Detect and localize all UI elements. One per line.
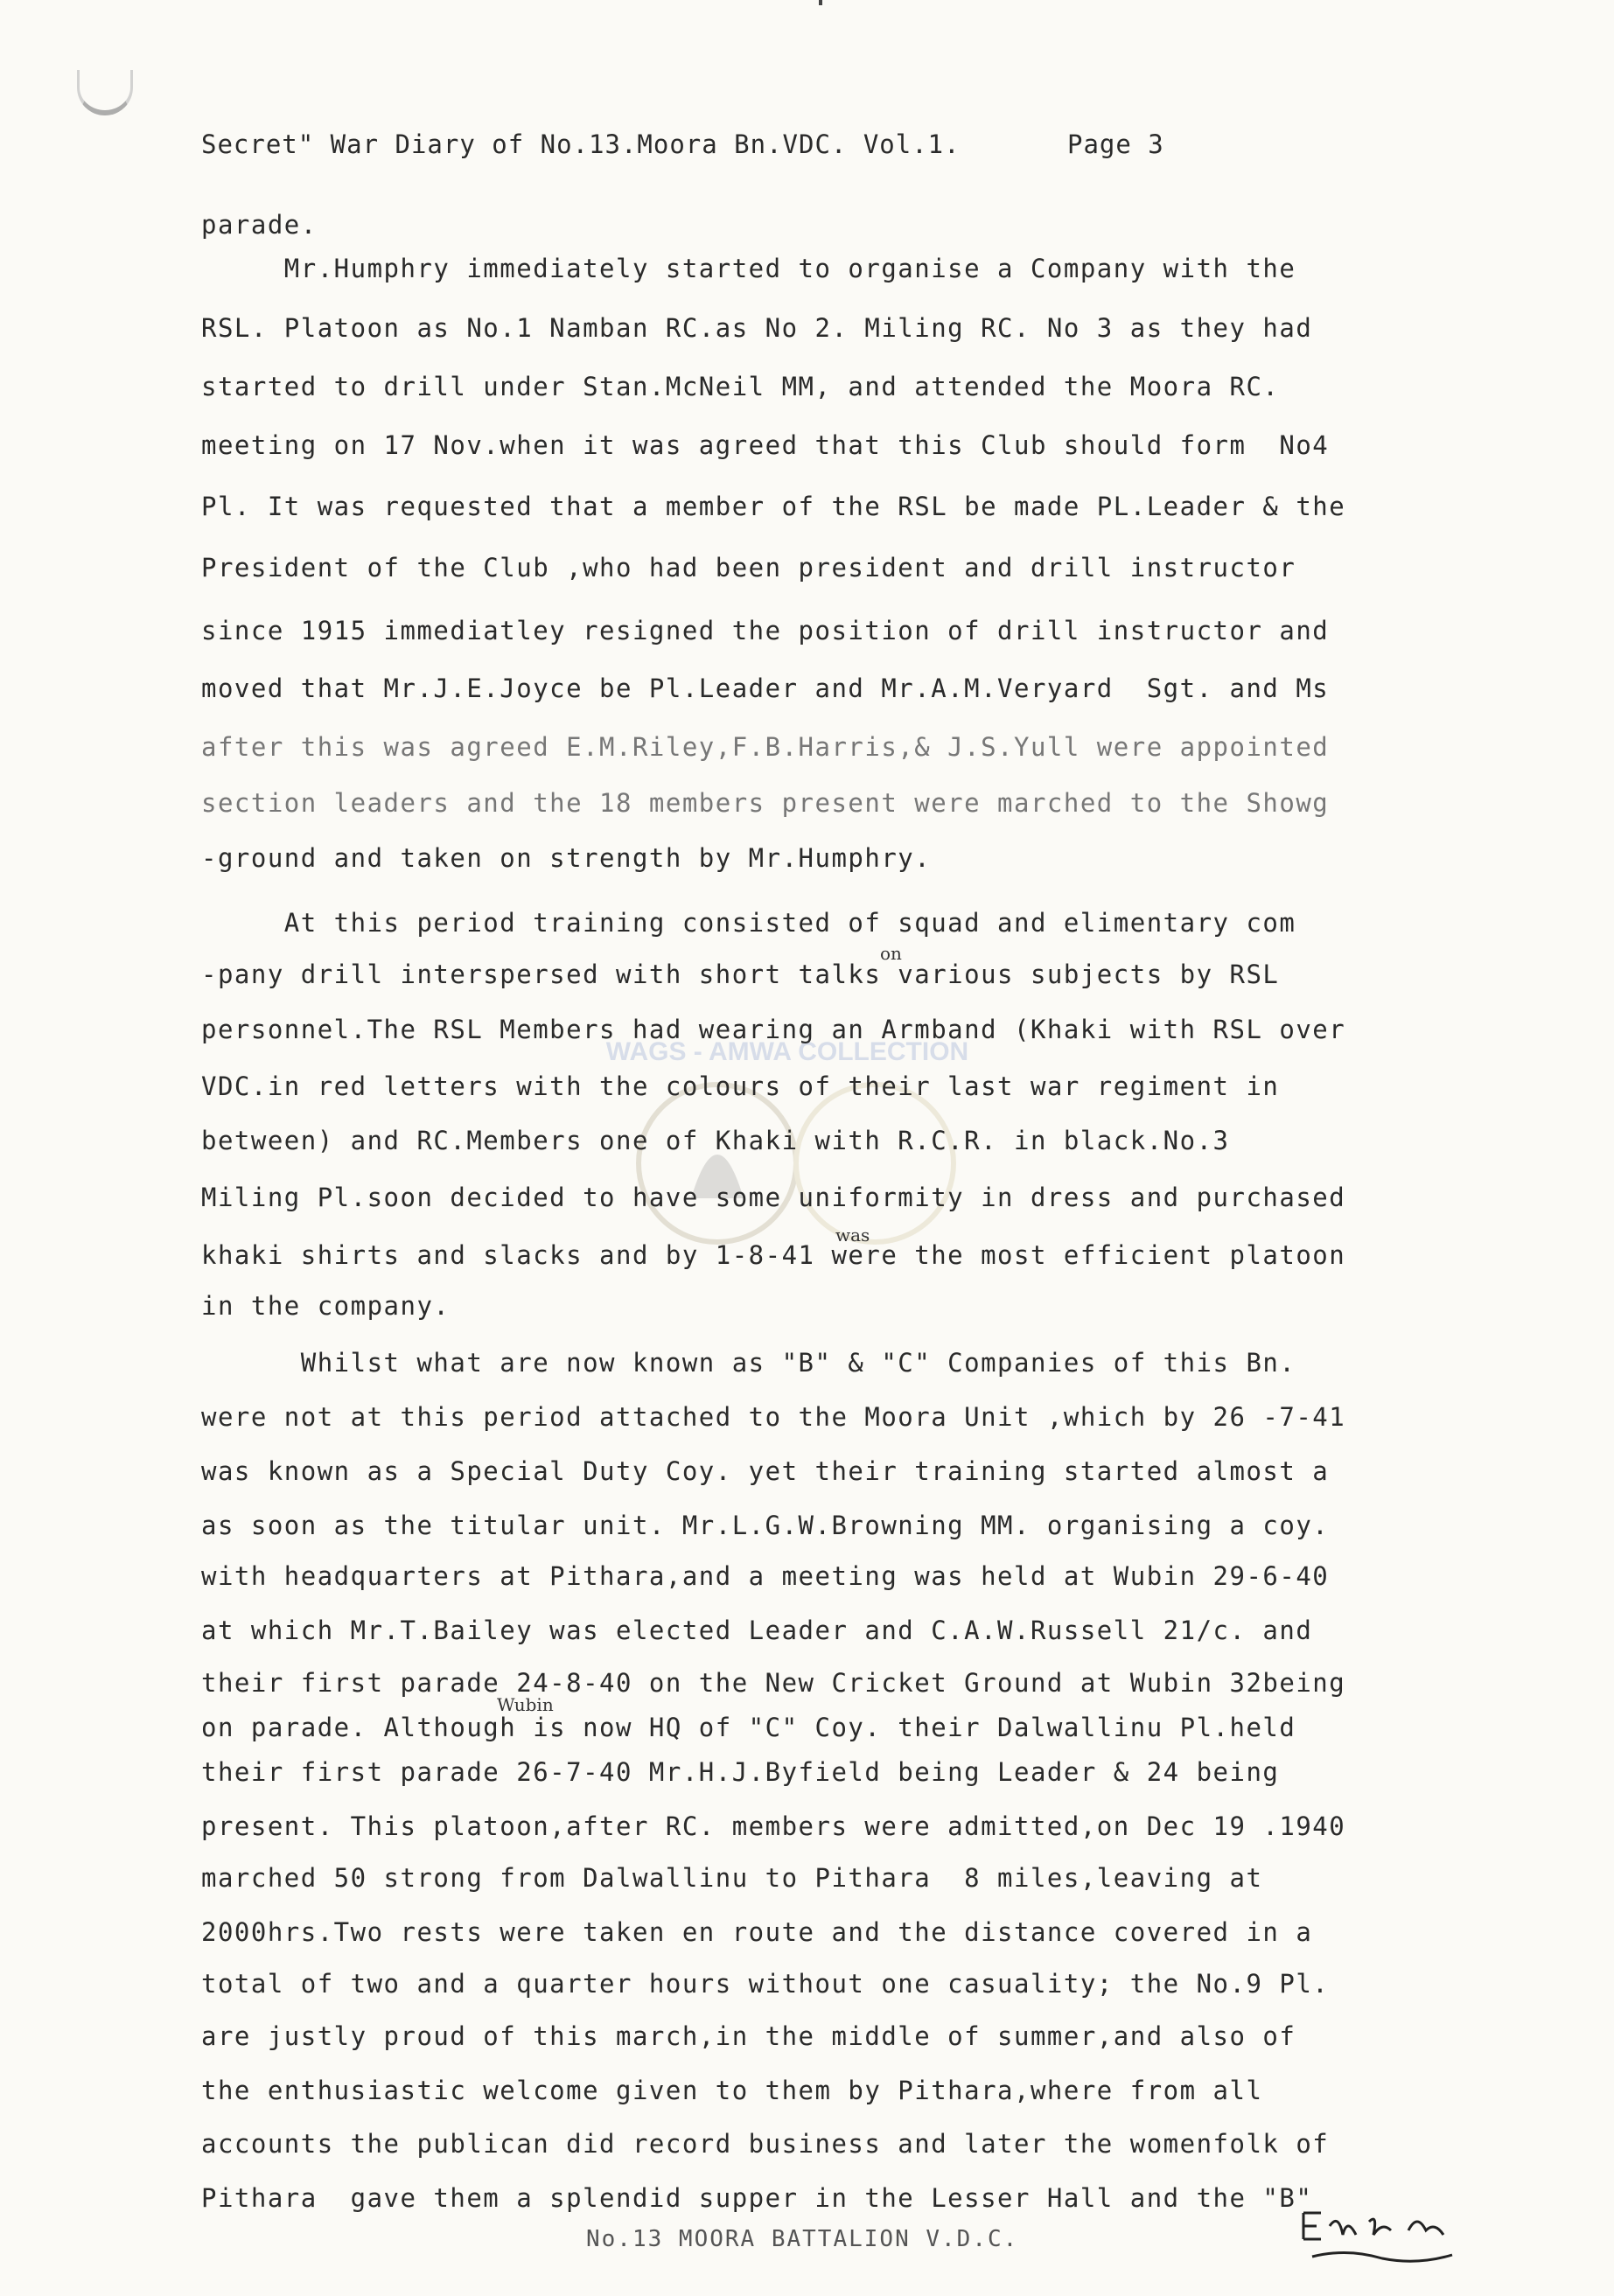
- text-line: after this was agreed E.M.Riley,F.B.Harris,& J.S.Yull were appointed: [201, 732, 1330, 762]
- text-line: personnel.The RSL Members had wearing an Armband (Khaki with RSL over: [201, 1015, 1346, 1044]
- text-line: -ground and taken on strength by Mr.Humphry.: [201, 843, 932, 873]
- text-line: Miling Pl.soon decided to have some uniformity in dress and purchased: [201, 1183, 1346, 1212]
- handwritten-insert-was: was: [835, 1225, 870, 1246]
- text-line: at which Mr.T.Bailey was elected Leader and C.A.W.Russell 21/c. and: [201, 1616, 1313, 1645]
- text-line: between) and RC.Members one of Khaki with R.C.R. in black.No.3: [201, 1126, 1230, 1155]
- battalion-stamp: No.13 MOORA BATTALION V.D.C.: [586, 2226, 1019, 2252]
- text-line: their first parade 24-8-40 on the New Cricket Ground at Wubin 32being: [201, 1668, 1346, 1698]
- text-line: -pany drill interspersed with short talks various subjects by RSL: [201, 960, 1280, 989]
- text-line: was known as a Special Duty Coy. yet their training started almost a: [201, 1456, 1330, 1486]
- page-number: Page 3: [1067, 129, 1164, 159]
- text-line: VDC.in red letters with the colours of their last war regiment in: [201, 1071, 1280, 1101]
- text-line: with headquarters at Pithara,and a meeting was held at Wubin 29-6-40: [201, 1561, 1330, 1591]
- diary-title: Secret" War Diary of No.13.Moora Bn.VDC. Vol.1.: [201, 129, 961, 159]
- text-line: President of the Club ,who had been president and drill instructor: [201, 553, 1296, 583]
- punch-hole: [77, 70, 133, 115]
- text-line: Whilst what are now known as "B" & "C" Companies of this Bn.: [201, 1348, 1296, 1378]
- text-line: moved that Mr.J.E.Joyce be Pl.Leader and Mr.A.M.Veryard Sgt. and Ms: [201, 673, 1330, 703]
- text-line: their first parade 26-7-40 Mr.H.J.Byfield being Leader & 24 being: [201, 1757, 1280, 1787]
- text-line: 2000hrs.Two rests were taken en route and the distance covered in a: [201, 1917, 1313, 1947]
- text-line: in the company.: [201, 1291, 451, 1321]
- text-line: since 1915 immediatley resigned the position of drill instructor and: [201, 616, 1330, 646]
- text-line: are justly proud of this march,in the middle of summer,and also of: [201, 2021, 1296, 2051]
- handwritten-signature: [1295, 2195, 1470, 2265]
- text-line: present. This platoon,after RC. members were admitted,on Dec 19 .1940: [201, 1811, 1346, 1841]
- handwritten-insert-wubin: Wubin: [497, 1694, 554, 1715]
- text-line: were not at this period attached to the Moora Unit ,which by 26 -7-41: [201, 1402, 1346, 1432]
- text-line: Pithara gave them a splendid supper in the Lesser Hall and the "B": [201, 2183, 1313, 2213]
- text-line: total of two and a quarter hours without one casuality; the No.9 Pl.: [201, 1969, 1330, 1999]
- text-line: started to drill under Stan.McNeil MM, and attended the Moora RC.: [201, 372, 1280, 401]
- text-line: Mr.Humphry immediately started to organise a Company with the: [201, 254, 1296, 283]
- text-line: At this period training consisted of squad and elimentary com: [201, 908, 1296, 938]
- text-line: parade.: [201, 210, 318, 240]
- handwritten-insert-on: on: [880, 943, 902, 964]
- watermark-text: WAGS - AMWA COLLECTION: [605, 1037, 969, 1066]
- text-line: Pl. It was requested that a member of the RSL be made PL.Leader & the: [201, 492, 1346, 521]
- text-line: on parade. Although is now HQ of "C" Coy. their Dalwallinu Pl.held: [201, 1713, 1296, 1742]
- text-line: meeting on 17 Nov.when it was agreed that this Club should form No4: [201, 430, 1330, 460]
- text-line: as soon as the titular unit. Mr.L.G.W.Browning MM. organising a coy.: [201, 1511, 1330, 1540]
- text-line: RSL. Platoon as No.1 Namban RC.as No 2. Miling RC. No 3 as they had: [201, 313, 1313, 343]
- text-line: the enthusiastic welcome given to them by Pithara,where from all: [201, 2076, 1263, 2105]
- text-line: section leaders and the 18 members present were marched to the Showg: [201, 788, 1330, 818]
- text-line: accounts the publican did record business and later the womenfolk of: [201, 2129, 1330, 2159]
- text-line: khaki shirts and slacks and by 1-8-41 were the most efficient platoon: [201, 1240, 1346, 1270]
- diary-body: [201, 0, 1356, 2213]
- text-line: marched 50 strong from Dalwallinu to Pithara 8 miles,leaving at: [201, 1863, 1263, 1893]
